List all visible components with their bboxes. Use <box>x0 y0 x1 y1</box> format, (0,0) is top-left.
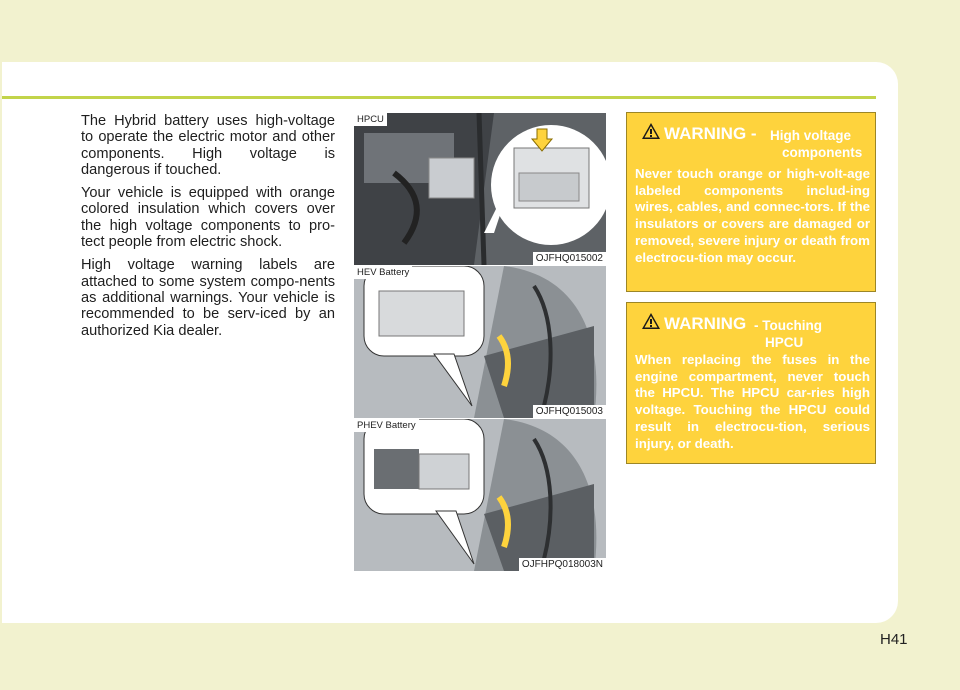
figure-label-phev: PHEV Battery <box>354 419 419 432</box>
figure-code-phev: OJFHPQ018003N <box>519 558 606 571</box>
warning-subtitle-line2: components <box>782 145 863 160</box>
figure-code-hpcu: OJFHQ015002 <box>533 252 606 265</box>
hpcu-illustration <box>354 113 606 265</box>
warning-title: WARNING <box>664 314 747 333</box>
warning-subtitle-line1: High voltage <box>770 128 852 143</box>
warning-body: Never touch orange or high-volt-age labeled components includ-ing wires, cables, and connec-tors. If the insulators or covers are damaged or removed, severe injury or death from electrocu-tion may occur. <box>635 166 870 265</box>
figure-label-hev: HEV Battery <box>354 266 412 279</box>
warning-box-touching-hpcu <box>626 302 876 464</box>
paragraph-2: Your vehicle is equipped with orange colored insulation which covers over the high voltage components to pro-tect people from electric shock. <box>81 185 335 251</box>
phev-battery-illustration <box>354 419 606 571</box>
figure-label-hpcu: HPCU <box>354 113 387 126</box>
paragraph-1: The Hybrid battery uses high-voltage to operate the electric motor and other components. High voltage is dangerous if touched. <box>81 113 335 178</box>
warning-subtitle-line2: HPCU <box>765 335 804 350</box>
warning-triangle-icon <box>641 312 661 330</box>
warning-body: When replacing the fuses in the engine compartment, never touch the HPCU. The HPCU car-ries high voltage. Touching the HPCU could result in electrocu-tion, serious injury, or death. <box>635 352 870 451</box>
header-rule <box>2 96 876 99</box>
body-text <box>81 113 335 346</box>
warning-triangle-icon <box>641 122 661 140</box>
figure-phev-battery <box>354 419 606 571</box>
warning-subtitle-line1: - Touching <box>754 318 822 333</box>
warning-title: WARNING - <box>664 124 757 143</box>
figure-hev-battery <box>354 266 606 418</box>
figure-code-hev: OJFHQ015003 <box>533 405 606 418</box>
warning-box-high-voltage <box>626 112 876 292</box>
hev-battery-illustration <box>354 266 606 418</box>
figure-hpcu <box>354 113 606 265</box>
paragraph-3: High voltage warning labels are attached to some system compo-nents as additional warnings. Your vehicle is recommended to be serv-iced by an authorized Kia dealer. <box>81 257 335 339</box>
page-number: H41 <box>880 631 908 648</box>
